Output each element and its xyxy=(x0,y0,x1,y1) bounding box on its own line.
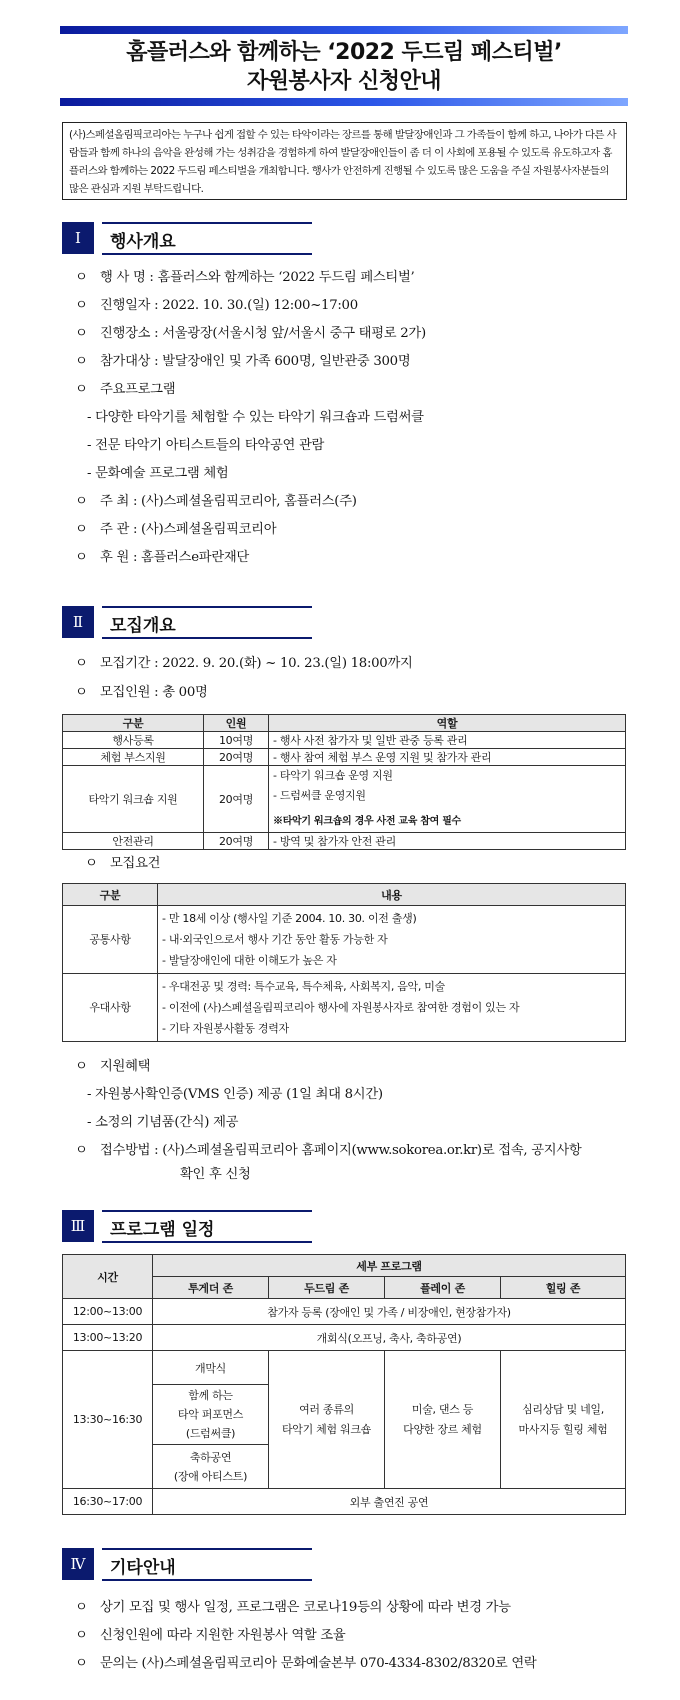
misc-item xyxy=(75,1596,511,1615)
misc-item xyxy=(75,1652,536,1671)
bullet-text: 상기 모집 및 행사 일정, 프로그램은 코로나19등의 상황에 따라 변경 가능 xyxy=(100,1600,511,1615)
bullet-mark: ㅇ xyxy=(75,326,88,341)
overview-program-label xyxy=(75,378,175,397)
bullet-text: 진행장소 : 서울광장(서울시청 앞/서울시 중구 태평로 2가) xyxy=(100,326,426,341)
requirement-item: - 내·외국인으로서 행사 기간 동안 활동 가능한 자 xyxy=(162,933,388,946)
bullet-mark: ㅇ xyxy=(75,270,88,285)
section-title: 프로그램 일정 xyxy=(110,1220,215,1240)
section-rule xyxy=(102,1210,312,1212)
table-row xyxy=(63,749,626,766)
bullet-mark: ㅇ xyxy=(75,1059,88,1074)
overview-venue xyxy=(75,322,426,341)
page-title: 홈플러스와 함께하는 ‘2022 두드림 페스티벌’ xyxy=(126,40,562,65)
requirement-item: - 만 18세 이상 (행사일 기준 2004. 10. 30. 이전 출생) xyxy=(162,912,417,925)
schedule-time: 13:30~16:30 xyxy=(63,1351,153,1489)
bullet-mark: ㅇ xyxy=(75,1656,88,1671)
table-header: 시간 xyxy=(63,1255,153,1299)
bullet-text: 참가대상 : 발달장애인 및 가족 600명, 일반관중 300명 xyxy=(100,354,411,369)
bullet-mark: ㅇ xyxy=(75,550,88,565)
requirement-items xyxy=(158,974,626,1042)
bullet-text: 신청인원에 따라 지원한 자원봉사 역할 조율 xyxy=(100,1628,346,1643)
table-header: 인원 xyxy=(204,715,269,732)
bullet-mark: ㅇ xyxy=(75,685,88,700)
requirement-item: - 발달장애인에 대한 이해도가 높은 자 xyxy=(162,954,337,967)
role-desc: - 드럼써클 운영지원 xyxy=(273,789,366,802)
table-header: 역할 xyxy=(269,715,626,732)
bullet-text: 모집인원 : 총 00명 xyxy=(100,685,208,700)
role-desc: - 타악기 워크숍 운영 지원 xyxy=(273,769,393,782)
bullet-text: 접수방법 : (사)스페셜올림픽코리아 홈페이지(www.sokorea.or.kr)로 접속, 공지사항 xyxy=(100,1143,582,1158)
section-rule xyxy=(102,606,312,608)
requirements-table xyxy=(62,883,626,1042)
schedule-item: 미술, 댄스 등 다양한 장르 체험 xyxy=(385,1351,501,1489)
role-count: 20여명 xyxy=(204,766,269,833)
requirement-category: 우대사항 xyxy=(63,974,158,1042)
overview-program-item: - 문화예술 프로그램 체험 xyxy=(87,466,229,481)
bullet-mark: ㅇ xyxy=(75,298,88,313)
bullet-mark: ㅇ xyxy=(75,354,88,369)
zone-header: 플레이 존 xyxy=(385,1277,501,1299)
bullet-text: 문의는 (사)스페셜올림픽코리아 문화예술본부 070-4334-8302/8320로 연락 xyxy=(100,1656,537,1671)
schedule-time: 13:00~13:20 xyxy=(63,1325,153,1351)
requirement-category: 공통사항 xyxy=(63,906,158,974)
table-row xyxy=(63,1489,626,1515)
section-number: Ⅲ xyxy=(62,1210,94,1242)
zone-header: 힐링 존 xyxy=(501,1277,626,1299)
apply-method xyxy=(75,1139,581,1158)
page-subtitle: 자원봉사자 신청안내 xyxy=(247,69,441,94)
role-count: 10여명 xyxy=(204,732,269,749)
table-row xyxy=(63,906,626,974)
schedule-item: 함께 하는 타악 퍼포먼스 (드럼써클) xyxy=(153,1385,269,1445)
bullet-text: 행 사 명 : 홈플러스와 함께하는 ‘2022 두드림 페스티벌’ xyxy=(100,270,415,285)
schedule-item: 외부 출연진 공연 xyxy=(153,1489,626,1515)
bullet-text: 지원혜택 xyxy=(100,1059,151,1074)
schedule-item: 참가자 등록 (장애인 및 가족 / 비장애인, 현장참가자) xyxy=(153,1299,626,1325)
title-bottom-bar xyxy=(60,98,628,106)
role-count: 20여명 xyxy=(204,749,269,766)
role-count: 20여명 xyxy=(204,833,269,850)
bullet-mark: ㅇ xyxy=(75,1628,88,1643)
title-top-bar xyxy=(60,26,628,34)
benefits-label xyxy=(75,1055,150,1074)
table-header: 구분 xyxy=(63,715,204,732)
section-4-heading xyxy=(62,1548,312,1580)
role-desc: - 방역 및 참가자 안전 관리 xyxy=(269,833,626,850)
bullet-text: 주요프로그램 xyxy=(100,382,176,397)
bullet-text: 후 원 : 홈플러스e파란재단 xyxy=(100,550,249,565)
overview-sponsor xyxy=(75,546,249,565)
bullet-text: 모집기간 : 2022. 9. 20.(화) ~ 10. 23.(일) 18:00까지 xyxy=(100,656,413,671)
table-row xyxy=(63,833,626,850)
table-header: 구분 xyxy=(63,884,158,906)
role-desc-cell xyxy=(269,766,626,833)
schedule-time: 16:30~17:00 xyxy=(63,1489,153,1515)
table-row xyxy=(63,732,626,749)
section-rule xyxy=(102,1548,312,1550)
section-number: Ⅰ xyxy=(62,222,94,254)
bullet-text: 진행일자 : 2022. 10. 30.(일) 12:00~17:00 xyxy=(100,298,358,313)
table-header: 세부 프로그램 xyxy=(153,1255,626,1277)
bullet-text: 주 관 : (사)스페셜올림픽코리아 xyxy=(100,522,277,537)
overview-target xyxy=(75,350,410,369)
zone-header: 두드림 존 xyxy=(269,1277,385,1299)
table-header: 내용 xyxy=(158,884,626,906)
bullet-mark: ㅇ xyxy=(75,656,88,671)
bullet-text: 모집요건 xyxy=(110,856,161,871)
apply-method-cont: 확인 후 신청 xyxy=(180,1167,251,1182)
overview-event-name xyxy=(75,266,414,285)
schedule-item: 개막식 xyxy=(153,1351,269,1385)
overview-program-item: - 전문 타악기 아티스트들의 타악공연 관람 xyxy=(87,438,325,453)
role-note: ※타악기 워크숍의 경우 사전 교육 참여 필수 xyxy=(273,816,461,827)
benefit-item: - 자원봉사확인증(VMS 인증) 제공 (1일 최대 8시간) xyxy=(87,1087,383,1102)
section-rule xyxy=(102,222,312,224)
section-2-heading xyxy=(62,606,312,638)
section-rule xyxy=(102,1241,312,1243)
table-row xyxy=(63,1351,626,1385)
bullet-mark: ㅇ xyxy=(75,1143,88,1158)
overview-host xyxy=(75,490,357,509)
role-category: 체험 부스지원 xyxy=(63,749,204,766)
section-number: Ⅱ xyxy=(62,606,94,638)
overview-program-item: - 다양한 타악기를 체험할 수 있는 타악기 워크숍과 드럼써클 xyxy=(87,410,424,425)
role-category: 타악기 워크숍 지원 xyxy=(63,766,204,833)
recruit-count xyxy=(75,681,208,700)
schedule-table xyxy=(62,1254,626,1515)
section-rule xyxy=(102,637,312,639)
section-number: Ⅳ xyxy=(62,1548,94,1580)
table-row xyxy=(63,974,626,1042)
section-title: 행사개요 xyxy=(110,232,176,252)
table-header-row xyxy=(63,715,626,732)
bullet-mark: ㅇ xyxy=(75,1600,88,1615)
role-category: 안전관리 xyxy=(63,833,204,850)
section-1-heading xyxy=(62,222,312,254)
requirements-label xyxy=(85,852,160,871)
table-row xyxy=(63,1325,626,1351)
schedule-item: 개회식(오프닝, 축사, 축하공연) xyxy=(153,1325,626,1351)
zone-header: 투게더 존 xyxy=(153,1277,269,1299)
roles-table xyxy=(62,714,626,850)
section-title: 모집개요 xyxy=(110,616,176,636)
role-desc: - 행사 참여 체험 부스 운영 지원 및 참가자 관리 xyxy=(269,749,626,766)
misc-item xyxy=(75,1624,345,1643)
recruit-period xyxy=(75,652,413,671)
role-desc: - 행사 사전 참가자 및 일반 관중 등록 관리 xyxy=(269,732,626,749)
section-title: 기타안내 xyxy=(110,1558,176,1578)
title-banner xyxy=(60,26,628,106)
requirement-item: - 기타 자원봉사활동 경력자 xyxy=(162,1022,289,1035)
table-header-row xyxy=(63,1255,626,1277)
section-3-heading xyxy=(62,1210,312,1242)
overview-date xyxy=(75,294,358,313)
bullet-mark: ㅇ xyxy=(75,522,88,537)
bullet-text: 주 최 : (사)스페셜올림픽코리아, 홈플러스(주) xyxy=(100,494,357,509)
table-header-row xyxy=(63,884,626,906)
bullet-mark: ㅇ xyxy=(85,856,98,871)
bullet-mark: ㅇ xyxy=(75,382,88,397)
requirement-item: - 우대전공 및 경력: 특수교육, 특수체육, 사회복지, 음악, 미술 xyxy=(162,980,445,993)
table-row xyxy=(63,1299,626,1325)
section-rule xyxy=(102,253,312,255)
role-category: 행사등록 xyxy=(63,732,204,749)
bullet-mark: ㅇ xyxy=(75,494,88,509)
section-rule xyxy=(102,1579,312,1581)
requirement-items xyxy=(158,906,626,974)
schedule-item: 심리상담 및 네일, 마사지등 힐링 체험 xyxy=(501,1351,626,1489)
overview-organizer xyxy=(75,518,276,537)
requirement-item: - 이전에 (사)스페셜올림픽코리아 행사에 자원봉사자로 참여한 경험이 있는 자 xyxy=(162,1001,520,1014)
intro-box: (사)스페셜올림픽코리아는 누구나 쉽게 접할 수 있는 타악이라는 장르를 통해 발달장애인과 그 가족들이 함께 하고, 나아가 다른 사람들과 함께 하나의 음악을 완성해 가는 성취감을 경험하게 하여 발달장애인들이 좀 더 이 사회에 포용될 수 있도록 유도하고자 홈플러스와 함께하는 2022 두드림 페스티벌을 개최합니다. 행사가 안전하게 진행될 수 있도록 많은 도움을 주실 자원봉사자분들의 많은 관심과 지원 부탁드립니다. xyxy=(62,122,627,200)
table-row xyxy=(63,766,626,833)
schedule-time: 12:00~13:00 xyxy=(63,1299,153,1325)
benefit-item: - 소정의 기념품(간식) 제공 xyxy=(87,1115,239,1130)
schedule-item: 여러 종류의 타악기 체험 워크숍 xyxy=(269,1351,385,1489)
schedule-item: 축하공연 (장애 아티스트) xyxy=(153,1445,269,1489)
